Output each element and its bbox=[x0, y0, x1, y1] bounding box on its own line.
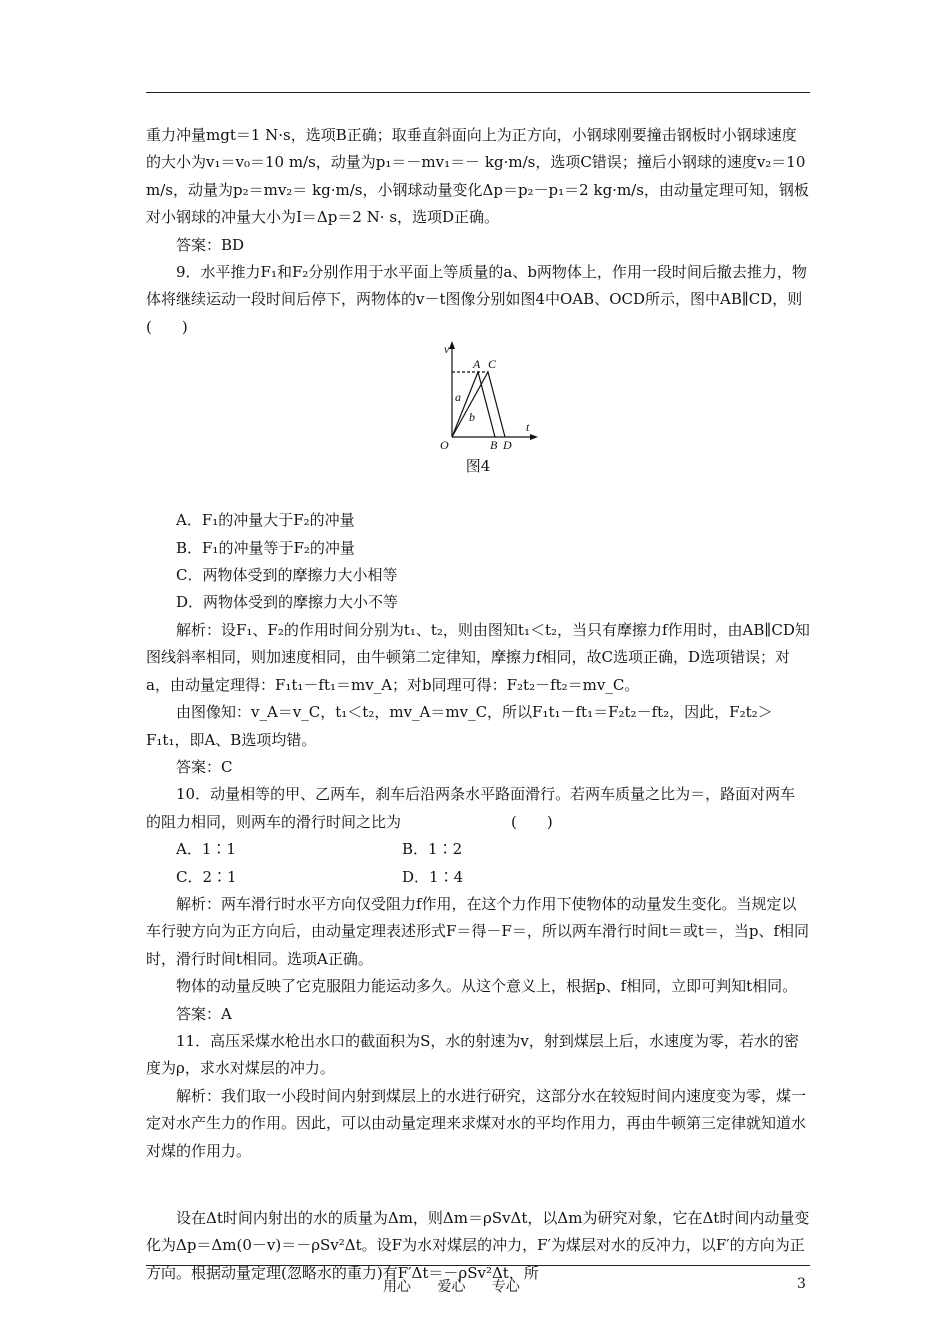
label-b-line: b bbox=[469, 410, 475, 425]
option-9b: B．F₁的冲量等于F₂的冲量 bbox=[176, 538, 355, 557]
label-t: t bbox=[526, 420, 530, 435]
page-number: 3 bbox=[797, 1276, 806, 1292]
answer-10: 答案：A bbox=[176, 1004, 232, 1023]
label-c-point: C bbox=[488, 357, 497, 372]
option-9c: C．两物体受到的摩擦力大小相等 bbox=[176, 566, 398, 585]
footer-text: 用心 爱心 专心 bbox=[383, 1279, 520, 1295]
header-rule bbox=[146, 92, 810, 93]
label-o: O bbox=[440, 438, 449, 453]
footer-rule bbox=[146, 1265, 810, 1266]
label-b-point: B bbox=[490, 438, 498, 453]
label-d-point: D bbox=[503, 438, 512, 453]
question-9: 9．水平推力F₁和F₂分别作用于水平面上等质量的a、b两物体上，作用一段时间后撤去推力，物体将继续运动一段时间后停下，两物体的v－t图像分别如图4中OAB、OCD所示，图中AB∥CD，则( ) bbox=[146, 263, 807, 336]
option-9a: A．F₁的冲量大于F₂的冲量 bbox=[176, 511, 355, 530]
line-ocd bbox=[452, 372, 505, 437]
option-10d: D．1∶4 bbox=[402, 867, 464, 886]
figure-4 bbox=[146, 341, 810, 453]
question-11: 11．高压采煤水枪出水口的截面积为S，水的射速为v，射到煤层上后，水速度为零，若水的密度为ρ，求水对煤层的冲力。 bbox=[146, 1031, 799, 1078]
option-10b: B．1∶2 bbox=[402, 840, 463, 859]
page-footer bbox=[0, 1276, 950, 1300]
figure-caption: 图4 bbox=[465, 457, 491, 476]
question-10-text: 10．动量相等的甲、乙两车，刹车后沿两条水平路面滑行。若两车质量之比为＝，路面对两车的阻力相同，则两车的滑行时间之比为 ( ) bbox=[146, 785, 796, 831]
solution-10-part1: 解析：两车滑行时水平方向仅受阻力f作用，在这个力作用下使物体的动量发生变化。当规定以车行驶方向为正方向后，由动量定理表述形式F＝得－F＝，所以两车滑行时间t＝或t＝，当p、f相同时，滑行时间t相同。选项A正确。 bbox=[146, 894, 810, 968]
t-axis-arrow bbox=[530, 434, 538, 440]
option-10c: C．2∶1 bbox=[176, 867, 237, 886]
solution-10-part2: 物体的动量反映了它克服阻力能运动多久。从这个意义上，根据p、f相同，立即可判知t相同。 bbox=[176, 977, 798, 996]
answer-9: 答案：C bbox=[176, 757, 233, 776]
label-v: v bbox=[444, 342, 450, 357]
line-oab bbox=[452, 372, 495, 437]
question-10-paren: ( ) bbox=[511, 812, 553, 831]
solution-8-continued: 重力冲量mgt＝1 N·s，选项B正确；取垂直斜面向上为正方向，小钢球刚要撞击钢板时小钢球速度的大小为v₁＝v₀＝10 m/s，动量为p₁＝－mv₁＝－ kg·m/s，选项C错误；撞后小钢球的速度v₂＝10 m/s，动量为p₂＝mv₂＝ kg·m/s，小钢球动量变化Δp＝p₂－p₁＝2 kg·m/s，由动量定理可知，钢板对小钢球的冲量大小为I＝Δp＝2 N· s，选项D正确。 bbox=[146, 126, 809, 227]
page-content bbox=[146, 122, 810, 1287]
question-10 bbox=[146, 781, 810, 836]
v-axis-arrow bbox=[449, 341, 455, 349]
solution-9-part1: 解析：设F₁、F₂的作用时间分别为t₁、t₂，则由图知t₁＜t₂，当只有摩擦力f作用时，由AB∥CD知图线斜率相同，则加速度相同，由牛顿第二定律知，摩擦力f相同，故C选项正确，D选项错误；对a，由动量定理得：F₁t₁－ft₁＝mv_A；对b同理可得：F₂t₂－ft₂＝mv_C。 bbox=[146, 620, 810, 694]
option-9d: D．两物体受到的摩擦力大小不等 bbox=[176, 593, 399, 612]
solution-9-part2: 由图像知：v_A＝v_C，t₁＜t₂，mv_A＝mv_C，所以F₁t₁－ft₁＝F₂t₂－ft₂，因此，F₂t₂＞F₁t₁，即A、B选项均错。 bbox=[146, 703, 773, 749]
option-10a: A．1∶1 bbox=[176, 840, 236, 859]
options-10-row1 bbox=[146, 836, 810, 863]
answer-8: 答案：BD bbox=[176, 235, 245, 254]
label-a-line: a bbox=[455, 390, 461, 405]
label-a-point: A bbox=[473, 357, 481, 372]
solution-11-part1: 解析：我们取一小段时间内射到煤层上的水进行研究，这部分水在较短时间内速度变为零，煤一定对水产生力的作用。因此，可以由动量定理来求煤对水的平均作用力，再由牛顿第三定律就知道水对煤的作用力。 bbox=[146, 1086, 807, 1160]
solution-11-part2: 设在Δt时间内射出的水的质量为Δm，则Δm＝ρSvΔt，以Δm为研究对象，它在Δt时间内动量变化为Δp＝Δm(0－v)＝－ρSv²Δt。设F为水对煤层的冲力，F′为煤层对水的反冲力，以F′的方向为正方向。根据动量定理(忽略水的重力)有F′Δt＝－ρSv²Δt，所 bbox=[146, 1208, 810, 1282]
options-10-row2 bbox=[146, 864, 810, 891]
vt-graph bbox=[428, 341, 538, 453]
